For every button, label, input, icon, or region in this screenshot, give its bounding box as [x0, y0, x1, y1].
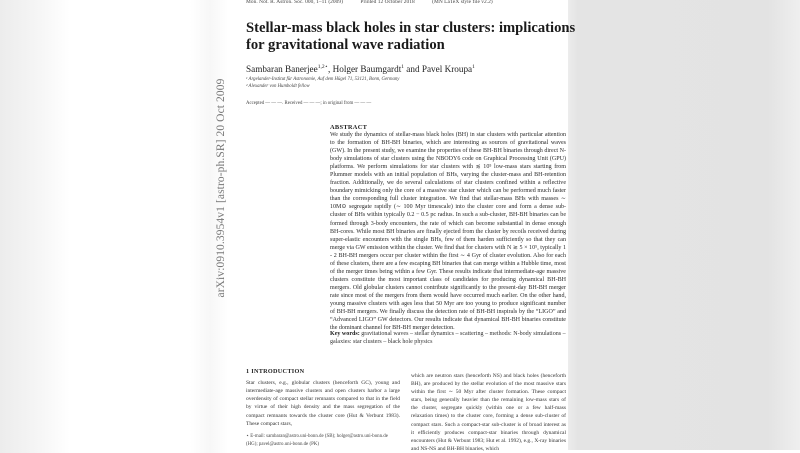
abstract-heading: ABSTRACT	[330, 124, 368, 131]
paper-title: Stellar-mass black holes in star clusters: implications for gravitational wave radiation	[246, 20, 576, 53]
abstract	[330, 124, 566, 332]
accepted-line: Accepted — — —. Received — — —; in original from — — —	[246, 101, 372, 106]
style-file: (MN LaTeX style file v2.2)	[432, 0, 493, 5]
viewer-background	[568, 0, 800, 450]
keywords	[330, 330, 566, 346]
section-heading: 1 INTRODUCTION	[246, 368, 305, 375]
journal-header	[246, 0, 509, 5]
affiliation: ¹ Argelander-Institut für Astronomie, Auf dem Hügel 71, 53121, Bonn, Germany	[246, 77, 400, 82]
author-name: and Pavel Kroupa	[404, 64, 473, 75]
abstract-text: We study the dynamics of stellar-mass black holes (BH) in star clusters with particular attention to the formation of BH-BH binaries, which are interesting as sources of gravitational waves (GW). In the present study, we examine the properties of these BH-BH binaries through direct N-body simulations of star clusters using the NBODY6 code on Graphical Processing Unit (GPU) platforms. We perform simulations for star clusters with ≲ 10⁵ low-mass stars starting from Plummer models with an initial population of BHs, varying the cluster-mass and BH-retention fraction. Additionally, we do several calculations of star clusters confined within a reflective boundary mimicking only the core of a massive star cluster which can be performed much faster than the corresponding full cluster integration. We find that stellar-mass BHs with masses ∼ 10M⊙ segregate rapidly (∼ 100 Myr timescale) into the cluster core and form a dense sub-cluster of BHs within typically 0.2 − 0.5 pc radius. In such a sub-cluster, BH-BH binaries can be formed through 3-body encounters, the rate of which can become substantial in dense enough BH-cores. While most BH binaries are finally ejected from the cluster by recoils received during super-elastic encounters with the single BHs, few of them harden sufficiently so that they can merge via GW emission within the cluster. We find that for clusters with N ≳ 5 × 10⁵, typically 1 - 2 BH-BH mergers occur per cluster within the first ∼ 4 Gyr of cluster evolution. Also for each of these clusters, there are a few escaping BH binaries that can merge within a Hubble time, most of the merger times being within a few Gyr. These results indicate that intermediate-age massive clusters constitute the most important class of candidates for producing dynamical BH-BH mergers. Old globular clusters cannot contribute significantly to the present-day BH-BH merger rate since most of the mergers from them would have occurred much earlier. On the other hand, young massive clusters with ages less that 50 Myr are too young to produce significant number of BH-BH mergers. We finally discuss the detection rate of BH-BH inspirals by the “LIGO” and “Advanced LIGO” GW detectors. Our results indicate that dynamical BH-BH binaries constitute the dominant channel for BH-BH merger detection.	[330, 132, 566, 332]
author-affiliation-mark: 1	[472, 64, 475, 70]
author-affiliation-mark: 1	[401, 64, 404, 70]
pdf-page	[215, 0, 576, 452]
body-column-left: Star clusters, e.g., globular clusters (henceforth GC), young and intermediate-age massive clusters and open clusters harbor a large overdensity of compact stellar remnants compared to that in the field by virtue of their high density and the mass segregation of the compact remnants towards the cluster core (Hut & Verbunt 1983). These compact stars,	[246, 380, 400, 427]
author-name: , Holger Baumgardt	[328, 64, 402, 75]
printed-date: Printed 12 October 2018	[360, 0, 415, 5]
body-column-right: which are neutron stars (henceforth NS) and black holes (henceforth BH), are produced by the stellar evolution of the most massive stars within the first ∼ 50 Myr after cluster formation. These compact stars, being generally heavier than the remaining low-mass stars of the cluster, segregate quickly (within one or a few half-mass relaxation times) to the cluster core, forming a dense sub-cluster of compact stars. Such a compact-star sub-cluster is of broad interest as it efficiently produces compact-star binaries through dynamical encounters (Hut & Verbunt 1983; Hut et al. 1992), e.g., X-ray binaries and NS-NS and BH-BH binaries, which	[411, 373, 566, 452]
footnote: ⋆ E-mail: sambaran@astro.uni-bonn.de (SB); holger@astro.uni-bonn.de (HG); pavel@astro.uni-bonn.de (PK)	[246, 434, 388, 447]
journal-citation: Mon. Not. R. Astron. Soc. 000, 1–11 (2009)	[246, 0, 343, 5]
author-affiliation-mark: 1,2⋆	[317, 64, 329, 70]
arxiv-stamp: arXiv:0910.3954v1 [astro-ph.SR] 20 Oct 2009	[215, 78, 227, 298]
author-list	[246, 64, 475, 74]
author-name: Sambaran Banerjee	[246, 64, 318, 75]
keywords-text: gravitational waves – stellar dynamics – scattering – methods: N-body simulations – galaxies: star clusters – black hole physics	[330, 331, 566, 345]
affiliation: ² Alexander von Humboldt fellow	[246, 84, 310, 89]
keywords-label: Key words:	[330, 331, 360, 337]
